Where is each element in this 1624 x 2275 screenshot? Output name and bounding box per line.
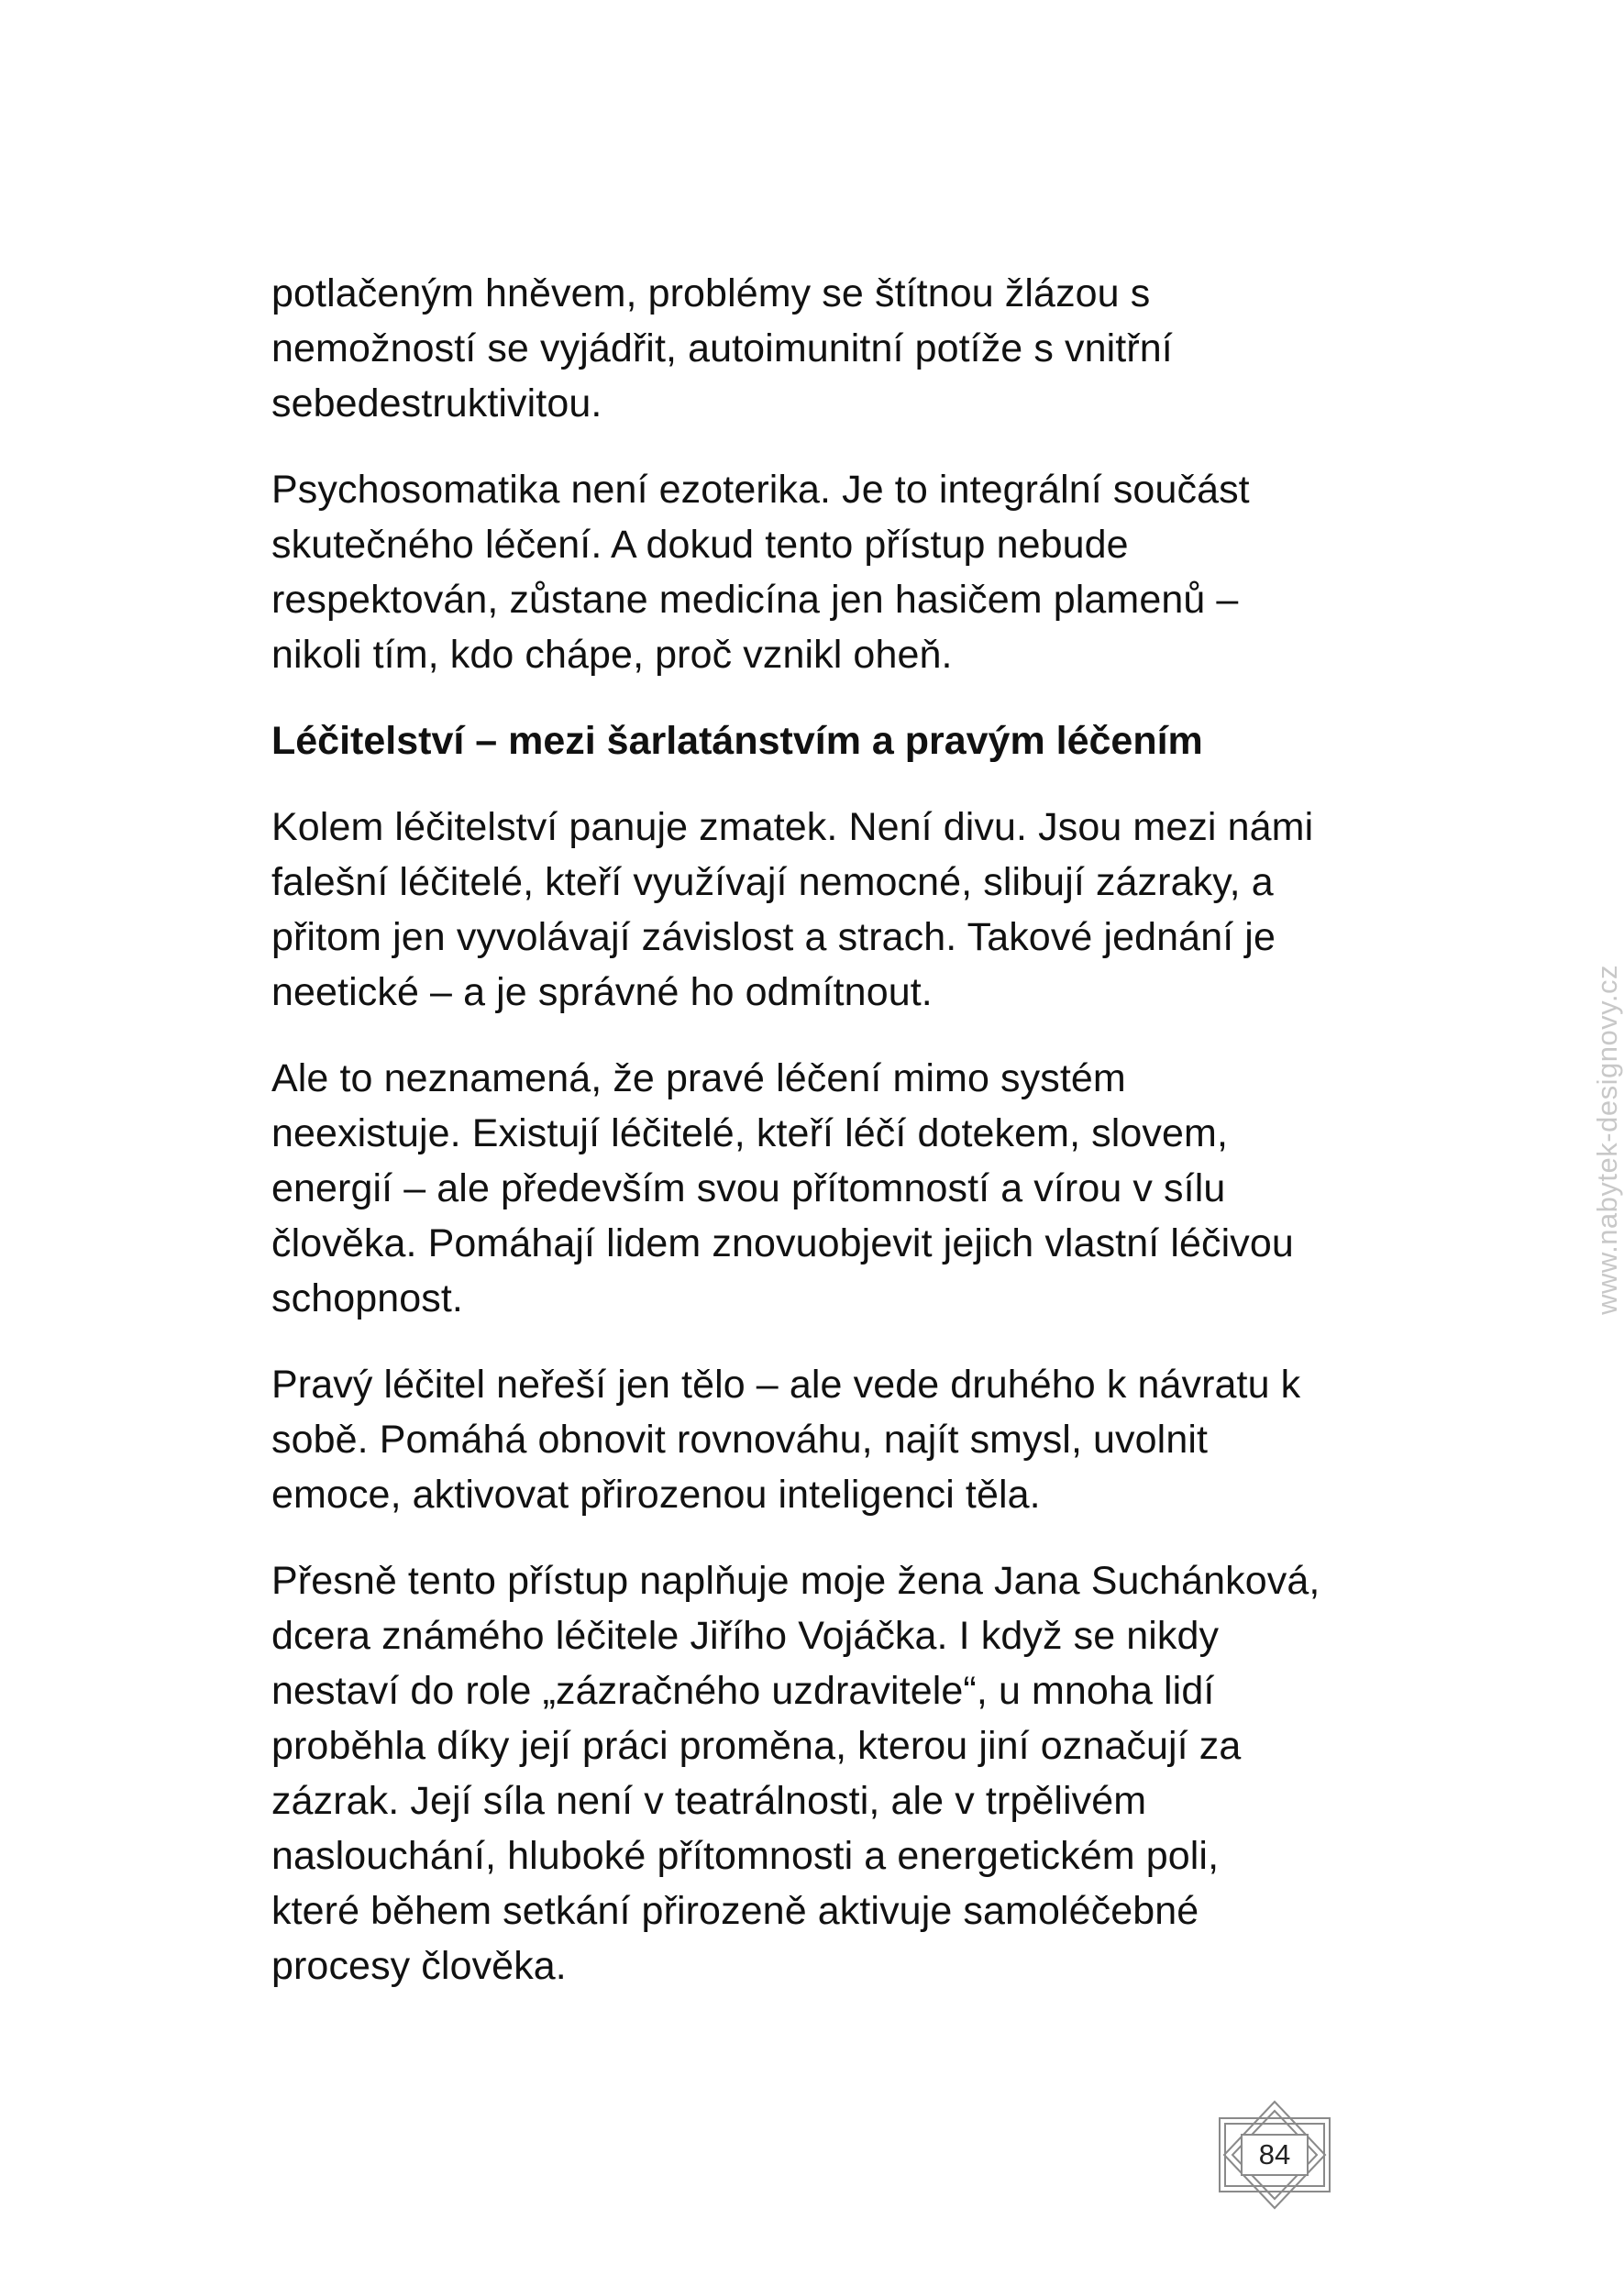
side-watermark: www.nabytek-designovy.cz — [1591, 965, 1623, 1315]
body-text — [271, 266, 1353, 2025]
page-number: 84 — [1258, 2138, 1291, 2170]
section-heading: Léčitelství – mezi šarlatánstvím a pravým léčením — [271, 719, 1203, 763]
paragraph-4: Ale to neznamená, že pravé léčení mimo systém neexistuje. Existují léčitelé, kteří léčí dotekem, slovem, energií – ale především svou přítomností a vírou v sílu člověka. Pomáhají lidem znovuobjevit jejich vlastní léčivou schopnost. — [271, 1056, 1294, 1320]
paragraph-5: Pravý léčitel neřeší jen tělo – ale vede druhého k návratu k sobě. Pomáhá obnovit rovnováhu, najít smysl, uvolnit emoce, aktivovat přirozenou inteligenci těla. — [271, 1363, 1301, 1517]
paragraph-3: Kolem léčitelství panuje zmatek. Není divu. Jsou mezi námi falešní léčitelé, kteří využívají nemocné, slibují zázraky, a přitom jen vyvolávají závislost a strach. Takové jednání je neetické – a je správné ho odmítnout. — [271, 805, 1314, 1014]
paragraph-2: Psychosomatika není ezoterika. Je to integrální součást skutečného léčení. A dokud tento přístup nebude respektován, zůstane medicína jen hasičem plamenů – nikoli tím, kdo chápe, proč vznikl oheň. — [271, 468, 1250, 677]
page-number-badge — [1210, 2100, 1339, 2210]
paragraph-6: Přesně tento přístup naplňuje moje žena Jana Suchánková, dcera známého léčitele Jiřího Vojáčka. I když se nikdy nestaví do role „zázračného uzdravitele“, u mnoha lidí proběhla díky její práci proměna, kterou jiní označují za zázrak. Její síla není v teatrálnosti, ale v trpělivém naslouchání, hluboké přítomnosti a energetickém poli, které během setkání přirozeně aktivuje samoléčebné procesy člověka. — [271, 1559, 1320, 1988]
paragraph-1: potlačeným hněvem, problémy se štítnou žlázou s nemožností se vyjádřit, autoimunitní potíže s vnitřní sebedestruktivitou. — [271, 271, 1173, 425]
